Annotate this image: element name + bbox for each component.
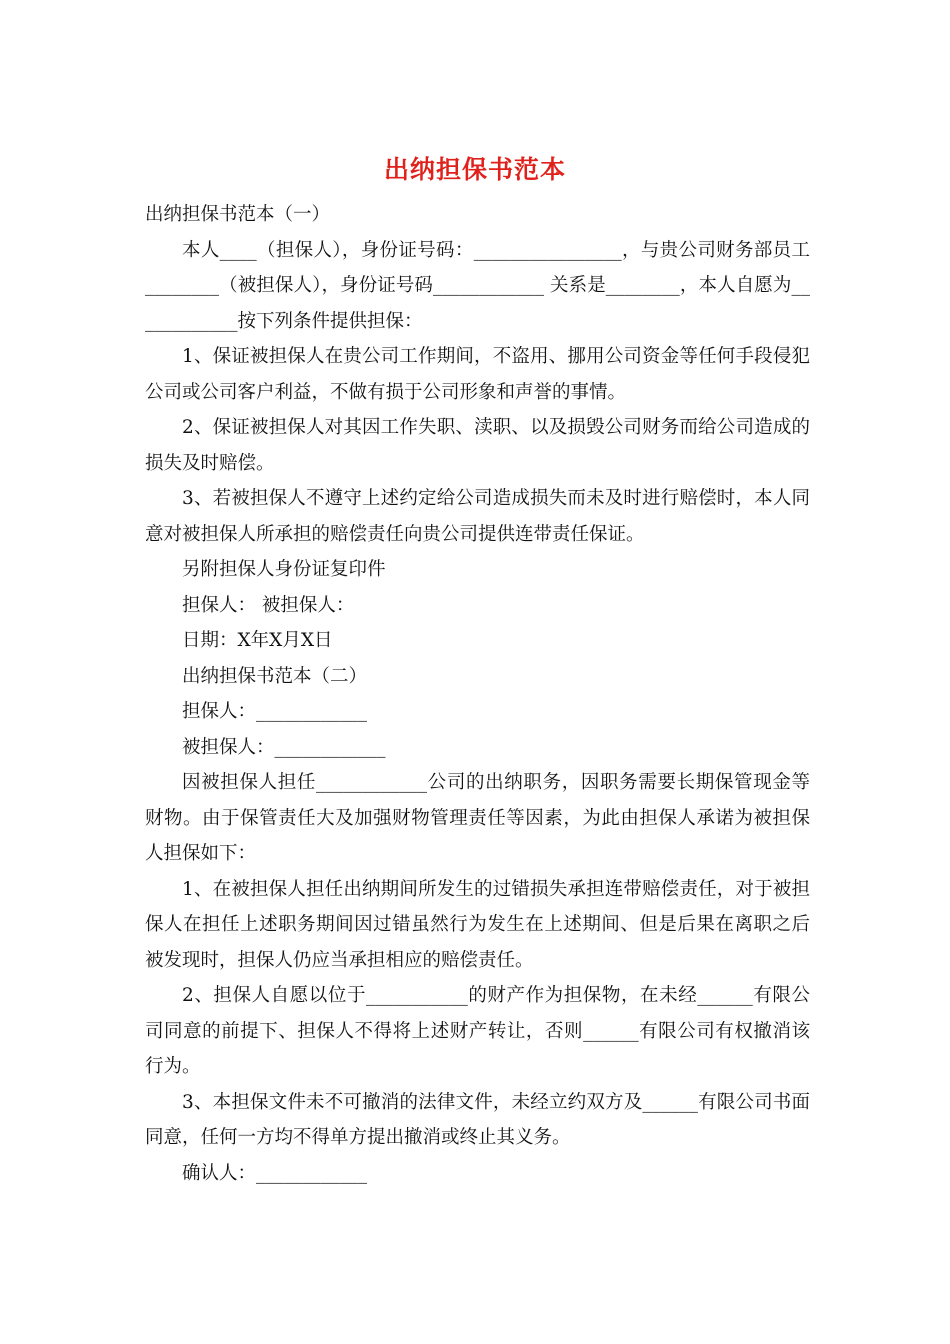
paragraph-clause-2: 2、保证被担保人对其因工作失职、渎职、以及损毁公司财务而给公司造成的损失及时赔偿。	[145, 417, 810, 474]
paragraph-guarantor-line: 担保人：____________	[182, 701, 368, 722]
document-body	[145, 197, 810, 1191]
paragraph-signatures: 担保人： 被担保人：	[182, 594, 355, 616]
paragraph-guarantor-intro: 本人____（担保人），身份证号码：________________，与贵公司财务部员工________（被担保人），身份证号码____________ 关系是________，本人自愿为____________按下列条件提供担保：	[145, 239, 810, 332]
paragraph-clause-3: 3、若被担保人不遵守上述约定给公司造成损失而未及时进行赔偿时，本人同意对被担保人所承担的赔偿责任向贵公司提供连带责任保证。	[145, 488, 810, 545]
paragraph-cashier-clause-1: 1、在被担保人担任出纳期间所发生的过错损失承担连带赔偿责任，对于被担保人在担任上述职务期间因过错虽然行为发生在上述期间、但是后果在离职之后被发现时，担保人仍应当承担相应的赔偿责任。	[145, 878, 810, 971]
paragraph-guaranteed-line: 被担保人：____________	[182, 736, 386, 758]
paragraph-confirmer-line: 确认人：____________	[182, 1162, 368, 1184]
section-heading-1: 出纳担保书范本（一）	[145, 204, 331, 225]
document-title: 出纳担保书范本	[383, 155, 566, 184]
paragraph-cashier-clause-2: 2、担保人自愿以位于___________的财产作为担保物，在未经______有限公司同意的前提下、担保人不得将上述财产转让，否则______有限公司有权撤消该行为。	[145, 985, 810, 1077]
paragraph-date: 日期：X年X月X日	[182, 630, 333, 651]
paragraph-attachment-note: 另附担保人身份证复印件	[182, 559, 386, 580]
paragraph-clause-1: 1、保证被担保人在贵公司工作期间，不盗用、挪用公司资金等任何手段侵犯公司或公司客户利益，不做有损于公司形象和声誉的事情。	[145, 346, 810, 403]
section-heading-2: 出纳担保书范本（二）	[182, 665, 368, 687]
paragraph-cashier-clause-3: 3、本担保文件未不可撤消的法律文件，未经立约双方及______有限公司书面同意，任何一方均不得单方提出撤消或终止其义务。	[145, 1091, 810, 1148]
paragraph-cashier-intro: 因被担保人担任____________公司的出纳职务，因职务需要长期保管现金等财物。由于保管责任大及加强财物管理责任等因素，为此由担保人承诺为被担保人担保如下：	[145, 772, 810, 864]
